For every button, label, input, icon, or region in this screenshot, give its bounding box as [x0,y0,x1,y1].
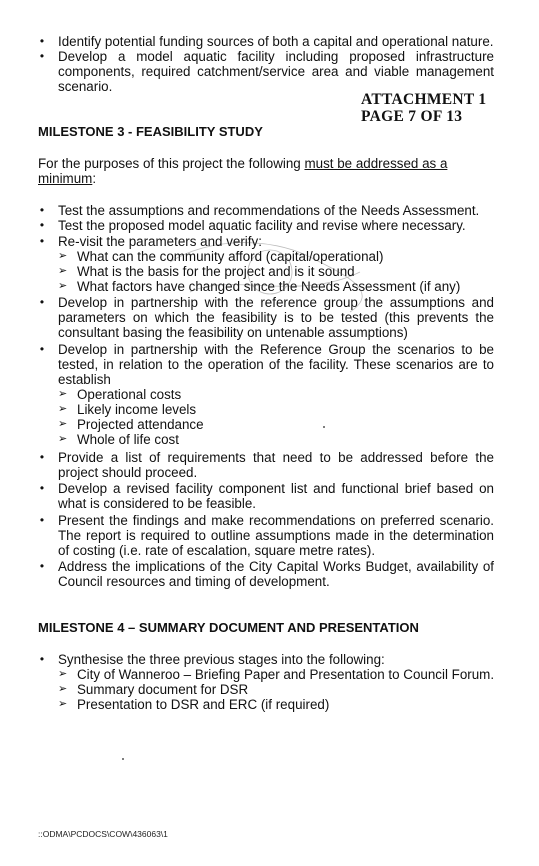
milestone-3-heading: MILESTONE 3 - FEASIBILITY STUDY [38,124,263,139]
bullet-symbol: • [39,513,45,527]
bullet-symbol: • [39,49,45,63]
m3-bullet-6: Provide a list of requirements that need to be addressed before the project should proceed. [58,450,494,480]
attachment-label: ATTACHMENT 1 [361,91,487,108]
scan-speck [122,758,124,760]
intro-emphasis-2: minimum [38,171,93,186]
m4-item-3: Presentation to DSR and ERC (if required) [77,697,330,712]
m4-bullet: Synthesise the three previous stages into the following: [58,652,385,667]
watermark-scribble-icon [150,232,400,322]
scenario-item-4: Whole of life cost [77,432,179,447]
document-path-footer: ::ODMA\PCDOCS\COW\436063\1 [38,829,168,839]
arrow-bullet-icon: ➢ [58,388,68,400]
arrow-bullet-icon: ➢ [58,668,68,680]
scan-speck [323,426,325,428]
bullet-symbol: • [39,295,45,309]
arrow-bullet-icon: ➢ [58,418,68,430]
arrow-bullet-icon: ➢ [58,250,68,262]
arrow-bullet-icon: ➢ [58,433,68,445]
intro-text: For the purposes of this project the following [38,156,305,171]
m3-bullet-4: Develop in partnership with the reference group the assumptions and parameters on which the feasibility is to be tested (this prevents the consultant basing the feasibility on untenable assumptions) [58,295,494,340]
milestone-4-heading: MILESTONE 4 – SUMMARY DOCUMENT AND PRESENTATION [38,620,419,635]
bullet-symbol: • [39,203,45,217]
bullet-symbol: • [39,234,45,248]
intro-emphasis: must be addressed as a [304,156,448,171]
verify-item-1: What can the community afford (capital/operational) [77,249,384,264]
arrow-bullet-icon: ➢ [58,683,68,695]
bullet-symbol: • [39,34,45,48]
m3-bullet-5: Develop in partnership with the Reference Group the scenarios to be tested, in relation to the operation of the facility. These scenarios are to establish [58,342,494,387]
attachment-page-label: PAGE 7 OF 13 [361,108,463,125]
bullet-symbol: • [39,481,45,495]
bullet-symbol: • [39,559,45,573]
m3-bullet-3: Re-visit the parameters and verify: [58,234,262,249]
m3-bullet-7: Develop a revised facility component list and functional brief based on what is considered to be feasible. [58,481,494,511]
scenario-item-1: Operational costs [77,387,182,402]
m4-item-2: Summary document for DSR [77,682,249,697]
bullet-symbol: • [39,652,45,666]
m3-bullet-9: Address the implications of the City Capital Works Budget, availability of Council resources and timing of development. [58,559,494,589]
arrow-bullet-icon: ➢ [58,403,68,415]
milestone-3-intro [38,156,493,186]
m3-bullet-2: Test the proposed model aquatic facility and revise where necessary. [58,218,466,233]
arrow-bullet-icon: ➢ [58,698,68,710]
m3-bullet-1: Test the assumptions and recommendations of the Needs Assessment. [58,203,480,218]
arrow-bullet-icon: ➢ [58,265,68,277]
verify-item-3: What factors have changed since the Needs Assessment (if any) [77,279,461,294]
m4-item-1: City of Wanneroo – Briefing Paper and Presentation to Council Forum. [77,667,495,682]
scenario-item-3: Projected attendance [77,417,204,432]
arrow-bullet-icon: ➢ [58,280,68,292]
bullet-symbol: • [39,342,45,356]
top-bullet-2: Develop a model aquatic facility including proposed infrastructure components, required catchment/service area and viable management scenario. [58,49,494,94]
intro-colon: : [92,171,97,186]
bullet-symbol: • [39,450,45,464]
bullet-symbol: • [39,218,45,232]
verify-item-2: What is the basis for the project and is it sound [77,264,355,279]
scenario-item-2: Likely income levels [77,402,197,417]
top-bullet-1: Identify potential funding sources of both a capital and operational nature. [58,34,494,49]
m3-bullet-8: Present the findings and make recommendations on preferred scenario. The report is required to outline assumptions made in the determination of costing (i.e. rate of escalation, square metre rates). [58,513,494,558]
